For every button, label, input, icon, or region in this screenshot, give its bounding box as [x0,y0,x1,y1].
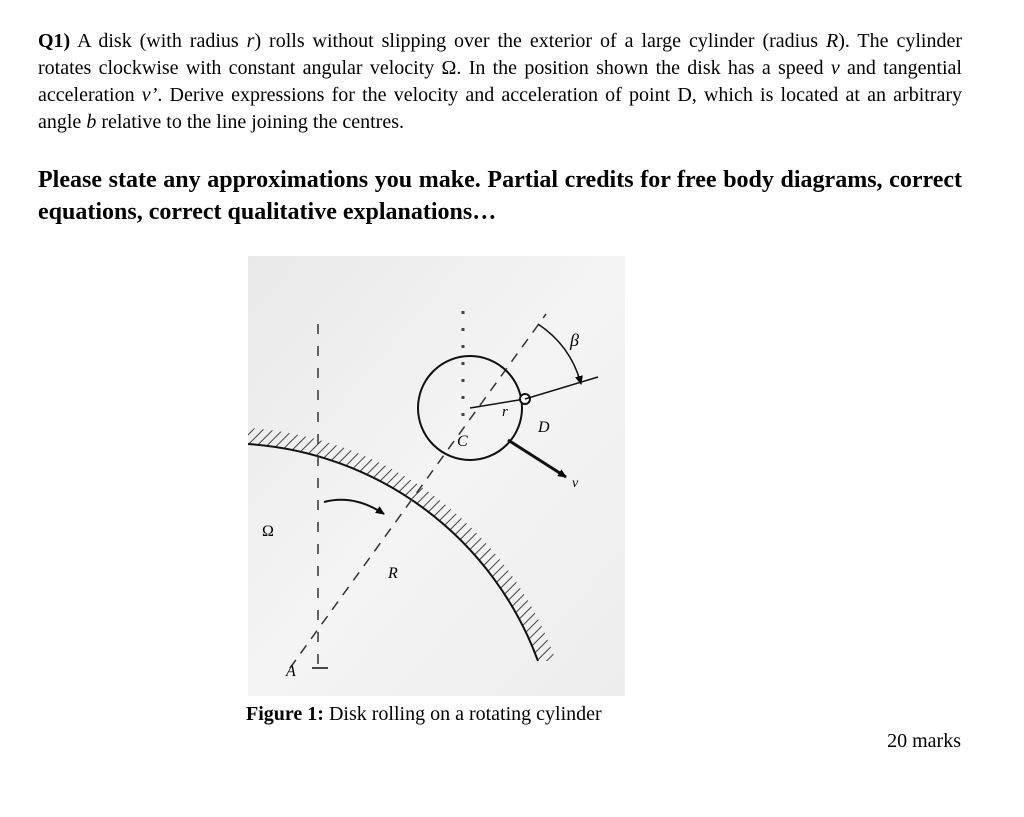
caption-label: Figure 1: [246,703,324,725]
instructions-note: Please state any approximations you make. Partial credits for free body diagrams, correct equations, correct qualitative explanations… [38,167,962,225]
label-R: R [388,565,398,582]
var-r: r [246,30,255,52]
question-part: and tangential acceleration [38,57,962,106]
question-number: Q1) [38,30,71,52]
label-v: v [572,476,579,491]
question-part: relative to the line joining the centres. [96,111,404,133]
var-b: b [86,111,97,133]
figure-caption [246,701,602,727]
label-C: C [457,433,468,450]
marks-label: 20 marks [887,730,961,752]
label-beta: β [570,330,579,350]
question-part: ). The cylinder rotates clockwise with constant angular velocity Ω. In the position shown the disk has a speed [38,30,963,79]
var-v: v [830,57,840,79]
figure-disk-cylinder [248,256,625,696]
label-omega: Ω [262,523,274,540]
figure-background [248,256,625,696]
var-vprime: v’ [141,84,158,106]
caption-text: Disk rolling on a rotating cylinder [323,703,602,725]
label-r: r [502,404,508,420]
question-part: ) rolls without slipping over the exterior of a large cylinder (radius [254,30,826,52]
question-part: A disk (with radius [70,30,247,52]
label-A: A [286,663,296,680]
var-R: R [825,30,839,52]
figure-diagram [248,256,625,696]
label-D: D [538,419,550,436]
question-part: . Derive expressions for the velocity and acceleration of point D, which is located at an arbitrary angle [38,84,963,133]
question-text [38,28,962,136]
